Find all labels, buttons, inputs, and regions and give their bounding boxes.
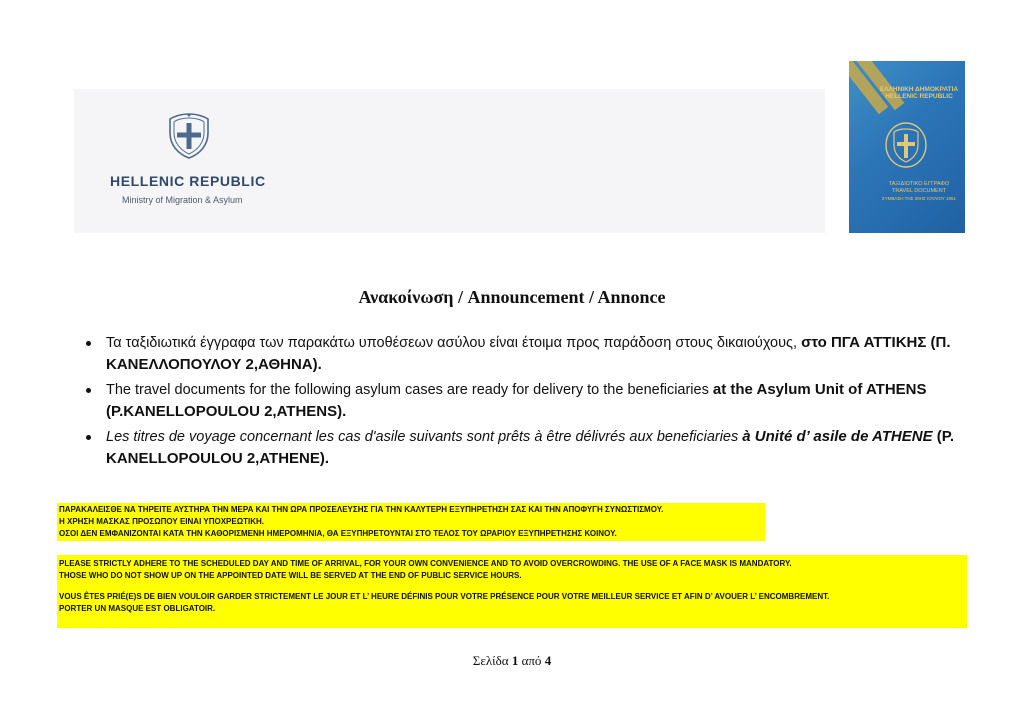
announcement-item-french: Les titres de voyage concernant les cas d'asile suivants sont prêts à être délivrés aux beneficiaries à Unité d’ asile de ATHENE (P. KANELLOPOULOU 2,ATHENE).	[84, 426, 964, 470]
announcement-item-greek: Τα ταξιδιωτικά έγγραφα των παρακάτω υποθέσεων ασύλου είναι έτοιμα προς παράδοση στους δικαιούχους, στο ΠΓΑ ΑΤΤΙΚΗΣ (Π. ΚΑΝΕΛΛΟΠΟΥΛΟΥ 2,ΑΘΗΝΑ).	[84, 332, 964, 376]
passport-emblem-icon	[884, 121, 928, 169]
announcement-item-english: The travel documents for the following asylum cases are ready for delivery to the beneficiaries at the Asylum Unit of ATHENS (P.KANELLOPOULOU 2,ATHENS).	[84, 379, 964, 423]
passport-country-text: ΕΛΛΗΝΙΚΗ ΔΗΜΟΚΡΑΤΙΑ HELLENIC REPUBLIC	[879, 86, 959, 100]
notice-spacer	[57, 582, 967, 591]
announcement-list	[84, 332, 964, 473]
passport-cover-image	[849, 61, 965, 233]
announcement-title: Ανακοίνωση / Announcement / Annonce	[358, 287, 666, 307]
notice-line: PLEASE STRICTLY ADHERE TO THE SCHEDULED DAY AND TIME OF ARRIVAL, FOR YOUR OWN CONVENIENCE AND TO AVOID OVERCROWDING. THE USE OF A FACE MASK IS MANDATORY.	[59, 559, 792, 568]
notice-greek	[57, 503, 765, 541]
notice-line: THOSE WHO DO NOT SHOW UP ON THE APPOINTED DATE WILL BE SERVED AT THE END OF PUBLIC SERVICE HOURS.	[59, 571, 522, 580]
ministry-name: Ministry of Migration & Asylum	[122, 195, 243, 205]
greek-coat-of-arms-icon	[164, 111, 214, 161]
republic-name: HELLENIC REPUBLIC	[110, 173, 266, 189]
notice-line: VOUS ÊTES PRIÉ(E)S DE BIEN VOULOIR GARDER STRICTEMENT LE JOUR ET L’ HEURE DÉFINIS POUR VOTRE PRÉSENCE POUR VOTRE MEILLEUR SERVICE ET AFIN D’ AVOUER L’ ENCOMBREMENT.	[59, 592, 830, 601]
notice-line: PORTER UN MASQUE EST OBLIGATOIR.	[59, 604, 216, 613]
notice-line: ΟΣΟΙ ΔΕΝ ΕΜΦΑΝΙΖΟΝΤΑΙ ΚΑΤΑ ΤΗΝ ΚΑΘΟΡΙΣΜΕΝΗ ΗΜΕΡΟΜΗΝΙΑ, ΘΑ ΕΞΥΠΗΡΕΤΟΥΝΤΑΙ ΣΤΟ ΤΕΛΟΣ ΤΟΥ ΩΡΑΡΙΟΥ ΕΞΥΠΗΡΕΤΗΣΗΣ ΚΟΙΝΟΥ.	[59, 529, 617, 538]
notice-line: ΠΑΡΑΚΑΛΕΙΣΘΕ ΝΑ ΤΗΡΕΙΤΕ ΑΥΣΤΗΡΑ ΤΗΝ ΜΕΡΑ ΚΑΙ ΤΗΝ ΩΡΑ ΠΡΟΣΕΛΕΥΣΗΣ ΓΙΑ ΤΗΝ ΚΑΛΥΤΕΡΗ ΕΞΥΠΗΡΕΤΗΣΗ ΣΑΣ ΚΑΙ ΤΗΝ ΑΠΟΦΥΓΗ ΣΥΝΩΣΤΙΣΜΟΥ.	[59, 505, 664, 514]
passport-document-text: ΤΑΞΙΔΙΩΤΙΚΟ ΕΓΓΡΑΦΟ TRAVEL DOCUMENT ΣΥΜΒΑΣΗ ΤΗΣ 28ΗΣ ΙΟΥΛΙΟΥ 1951	[881, 181, 957, 201]
page-number: Σελίδα 1 από 4	[472, 653, 552, 668]
notice-line: Η ΧΡΗΣΗ ΜΑΣΚΑΣ ΠΡΟΣΩΠΟΥ ΕΙΝΑΙ ΥΠΟΧΡΕΩΤΙΚΗ.	[59, 517, 265, 526]
notice-english-french	[57, 555, 967, 628]
header-banner	[74, 89, 825, 233]
